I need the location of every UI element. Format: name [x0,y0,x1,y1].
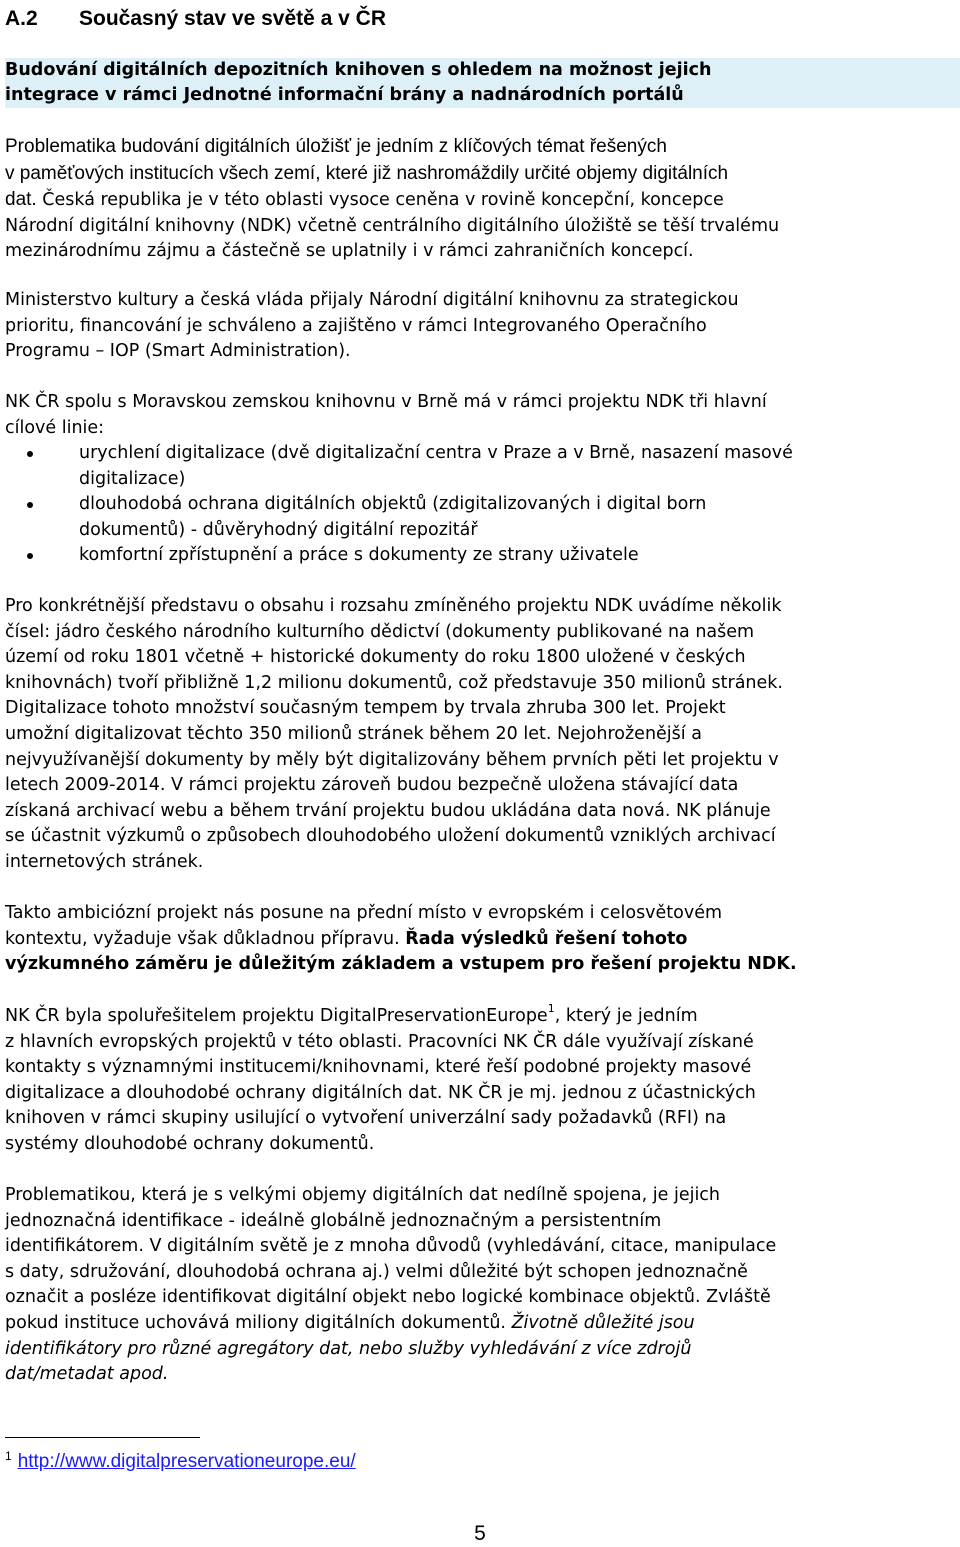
list-item [5,543,955,569]
bullet-icon [27,502,33,508]
footnote-ref[interactable]: 1 [547,1002,555,1016]
list-item-text: dlouhodobá ochrana digitálních objektů (zdigitalizovaných i digital born dokumentů) - důvěryhodný digitální repozitář [79,494,707,540]
paragraph-1-lead: Problematika budování digitálních úložišť je jedním z klíčových témat řešených v paměťových institucích všech zemí, které již nashromáždily určité objemy digitálních dat. [5,136,729,211]
paragraph-7-text: Problematikou, která je s velkými objemy digitálních dat nedílně spojena, je jejich jednoznačná identifikace - ideálně globálně jednoznačným a persistentním identifikátorem. V digitálním světě je z mnoha důvodů (vyhledávání, citace, manipulace s daty, sdružování, dlouhodobá ochrana aj.) velmi důležité být schopen jednoznačně označit a posléze identifikovat digitální objekt nebo logické kombinace objektů. Zvláště pokud instituce uchovává miliony digitálních dokumentů. [5,1185,777,1333]
paragraph-5-emphasis: Řada výsledků řešení tohoto výzkumného záměru je důležitým základem a vstupem pro řešení projektu NDK. [5,928,797,975]
section-number: A.2 [5,7,38,30]
bullet-icon [27,553,33,559]
page-number: 5 [474,1522,486,1545]
bullet-icon [27,451,33,457]
footnote-divider [5,1437,200,1438]
footnote-link[interactable]: http://www.digitalpreservationeurope.eu/ [17,1451,356,1472]
paragraph-7-italic: Životně důležité jsou identifikátory pro různé agregátory dat, nebo služby vyhledávání z více zdrojů dat/metadat apod. [5,1312,695,1385]
paragraph-5-text: Takto ambiciózní projekt nás posune na přední místo v evropském i celosvětovém kontextu, vyžaduje však důkladnou přípravu. [5,903,723,949]
list-item-text: komfortní zpřístupnění a práce s dokumenty ze strany uživatele [79,545,639,566]
paragraph-6-text-a: NK ČR byla spoluřešitelem projektu DigitalPreservationEurope [5,1006,548,1026]
goals-list [5,441,955,569]
footnote-number: 1 [5,1449,12,1463]
paragraph-2: Ministerstvo kultury a česká vláda přijaly Národní digitální knihovnu za strategickou prioritu, financování je schváleno a zajištěno v rámci Integrovaného Operačního Programu – IOP (Smart Administration). [5,290,739,362]
paragraph-3: NK ČR spolu s Moravskou zemskou knihovnu v Brně má v rámci projektu NDK tři hlavní cílové linie: [5,392,767,438]
paragraph-1-rest: Česká republika je v této oblasti vysoce ceněna v rovině koncepční, koncepce Národní digitální knihovny (NDK) včetně centrálního digitálního úložiště se těší trvalému mezinárodnímu zájmu a částečně se uplatnily i v rámci zahraničních koncepcí. [5,190,780,262]
paragraph-7 [5,1183,955,1388]
paragraph-4: Pro konkrétnější představu o obsahu i rozsahu zmíněného projektu NDK uvádíme několik čísel: jádro českého národního kulturního dědictví (dokumenty publikované na našem území od roku 1801 včetně + historické dokumenty do roku 1800 uložené v českých knihovnách) tvoří přibližně 1,2 milionu dokumentů, což představuje 350 milionů stránek. Digitalizace tohoto množství současným tempem by trvala zhruba 300 let. Projekt umožní digitalizovat těchto 350 milionů stránek během 20 let. Nejohroženější a nejvyužívanější dokumenty by měly být digitalizovány během prvních pěti let projektu v letech 2009-2014. V rámci projektu zároveň budou bezpečně uložena stávající data získaná archivací webu a během trvání projektu budou ukládána data nová. NK plánuje se účastnit výzkumů o způsobech dlouhodobého uložení dokumentů vzniklých archivací internetových stránek. [5,596,783,872]
list-item [5,441,955,492]
paragraph-6 [5,1004,955,1158]
list-item [5,492,955,543]
subsection-heading: Budování digitálních depozitních knihoven s ohledem na možnost jejich integrace v rámci Jednotné informační brány a nadnárodních portálů [5,58,960,108]
paragraph-6-text-b: , který je jedním z hlavních evropských projektů v této oblasti. Pracovníci NK ČR dále využívají získané kontakty s významnými institucemi/knihovnami, které řeší podobné projekty masové digitalizace a dlouhodobé ochrany digitálních dat. NK ČR je mj. jednou z účastnických knihoven v rámci skupiny usilující o vytvoření univerzální sady požadavků (RFI) na systémy dlouhodobé ochrany dokumentů. [5,1006,756,1154]
paragraph-1 [5,134,955,265]
footnote [5,1450,955,1475]
section-title: Současný stav ve světě a v ČR [79,7,387,30]
section-heading [5,4,955,34]
list-item-text: urychlení digitalizace (dvě digitalizační centra v Praze a v Brně, nasazení masové digitalizace) [79,443,793,489]
paragraph-5 [5,901,955,978]
